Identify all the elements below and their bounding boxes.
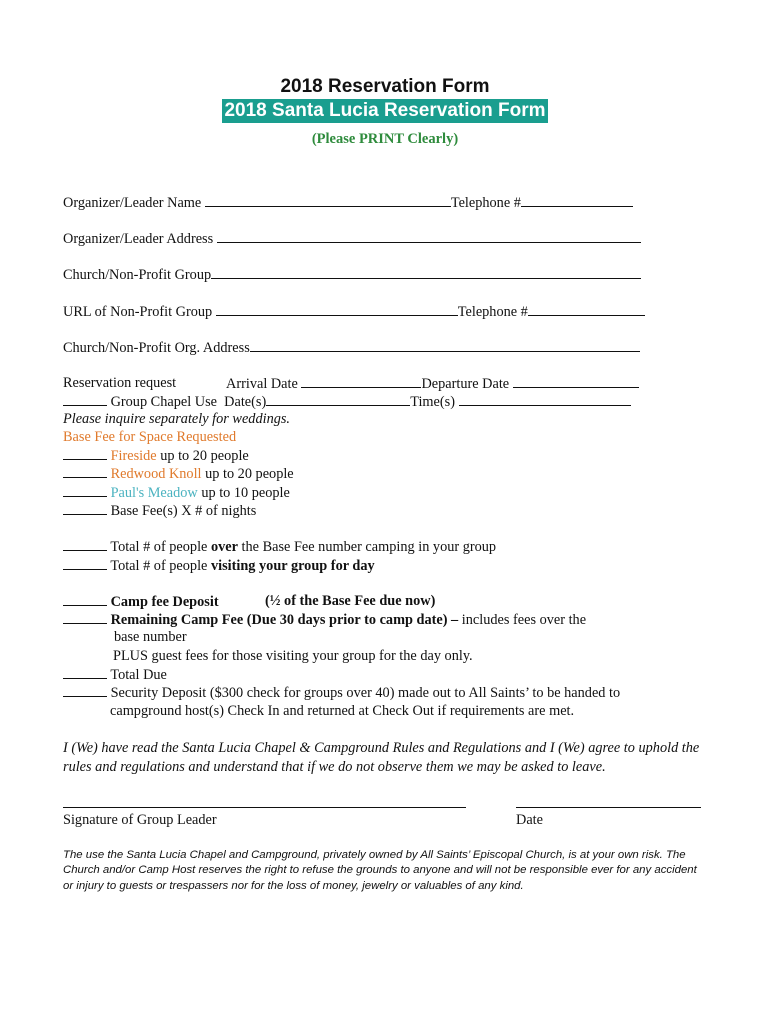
people-visiting-blank[interactable] <box>63 557 107 570</box>
fireside-blank[interactable] <box>63 447 107 460</box>
people-visiting-row <box>63 557 375 575</box>
church-group-row <box>63 266 641 284</box>
church-group-label: Church/Non-Profit Group <box>63 267 212 283</box>
redwood-blank[interactable] <box>63 465 107 478</box>
disclaimer-text: The use the Santa Lucia Chapel and Campground, privately owned by All Saints’ Episcopal Church, is at your own risk. The Church and/or Camp Host reserves the right to refuse the grounds to anyone and will not be responsible ever for any accident or injury to guests or trespassers nor for the loss of money, jewelry or valuables of any kind. <box>63 849 697 892</box>
redwood-capacity: up to 20 people <box>205 466 294 482</box>
pauls-meadow-capacity: up to 10 people <box>201 485 290 501</box>
pauls-meadow-blank[interactable] <box>63 484 107 497</box>
url-row <box>63 303 645 321</box>
people-over-row <box>63 538 496 556</box>
people-over-bold: over <box>210 539 238 555</box>
arrival-date-label: Arrival Date <box>226 376 298 392</box>
organizer-address-row <box>63 230 641 248</box>
remaining-note: (Due 30 days prior to camp date) – <box>246 612 459 628</box>
departure-date-field[interactable] <box>513 375 639 388</box>
deposit-row <box>63 593 219 611</box>
fireside-name: Fireside <box>110 448 157 464</box>
organizer-name-label: Organizer/Leader Name <box>63 195 202 211</box>
people-over-suffix: the Base Fee number camping in your group <box>241 539 497 555</box>
church-address-label: Church/Non-Profit Org. Address <box>63 340 250 356</box>
people-visiting-prefix: Total # of people <box>110 558 208 574</box>
organizer-address-label: Organizer/Leader Address <box>63 231 214 247</box>
telephone-field-2[interactable] <box>528 303 645 316</box>
date-line[interactable] <box>516 807 701 808</box>
chapel-use-blank[interactable] <box>63 393 107 406</box>
remaining-line2: base number <box>114 629 187 645</box>
base-fee-nights-row <box>63 502 256 520</box>
redwood-name: Redwood Knoll <box>110 466 202 482</box>
banner-wrap <box>0 99 770 123</box>
form-banner-title: 2018 Santa Lucia Reservation Form <box>224 100 546 121</box>
chapel-use-label: Group Chapel Use <box>110 394 217 410</box>
arrival-date-field[interactable] <box>301 375 421 388</box>
church-group-field[interactable] <box>211 266 641 279</box>
fireside-row <box>63 447 249 465</box>
pauls-meadow-row <box>63 484 290 502</box>
url-label: URL of Non-Profit Group <box>63 304 213 320</box>
reservation-request-label: Reservation request <box>63 375 177 391</box>
fireside-capacity: up to 20 people <box>160 448 249 464</box>
remaining-label: Remaining Camp Fee <box>110 612 244 628</box>
date-label: Date <box>516 812 543 828</box>
organizer-name-field[interactable] <box>205 194 451 207</box>
arrival-row <box>226 375 639 393</box>
weddings-note: Please inquire separately for weddings. <box>63 411 290 427</box>
people-visiting-bold: visiting your group for day <box>210 558 375 574</box>
church-address-field[interactable] <box>250 339 640 352</box>
base-fee-nights-blank[interactable] <box>63 502 107 515</box>
dates-field[interactable] <box>266 393 410 406</box>
telephone-field-1[interactable] <box>521 194 633 207</box>
security-deposit-line2: campground host(s) Check In and returned at Check Out if requirements are met. <box>110 703 575 719</box>
telephone-label-2: Telephone # <box>457 304 528 320</box>
pauls-meadow-name: Paul's Meadow <box>110 485 198 501</box>
chapel-use-row <box>63 393 631 411</box>
dates-label: Date(s) <box>224 394 267 410</box>
people-over-prefix: Total # of people <box>110 539 208 555</box>
people-over-blank[interactable] <box>63 538 107 551</box>
url-field[interactable] <box>216 303 458 316</box>
agreement-text: I (We) have read the Santa Lucia Chapel & Campground Rules and Regulations and I (We) agree to uphold the rules and regulations and understand that if we do not observe them we may be asked to leave. <box>63 740 700 775</box>
security-deposit-line1: Security Deposit ($300 check for groups over 40) made out to All Saints’ to be handed to <box>110 685 621 701</box>
plus-guest-fees: PLUS guest fees for those visiting your group for the day only. <box>113 648 473 664</box>
organizer-name-row <box>63 194 633 212</box>
remaining-suffix: includes fees over the <box>461 612 587 628</box>
print-instruction: (Please PRINT Clearly) <box>311 131 459 147</box>
deposit-blank[interactable] <box>63 593 107 606</box>
times-field[interactable] <box>459 393 631 406</box>
organizer-address-field[interactable] <box>217 230 641 243</box>
total-due-row <box>63 666 167 684</box>
base-fee-nights-label: Base Fee(s) X # of nights <box>110 503 257 519</box>
signature-line[interactable] <box>63 807 466 808</box>
deposit-label: Camp fee Deposit <box>110 594 219 610</box>
total-due-label: Total Due <box>110 667 167 683</box>
remaining-row <box>63 611 586 629</box>
departure-date-label: Departure Date <box>421 376 510 392</box>
base-fee-heading: Base Fee for Space Requested <box>63 429 237 445</box>
total-due-blank[interactable] <box>63 666 107 679</box>
telephone-label-1: Telephone # <box>450 195 521 211</box>
church-address-row <box>63 339 640 357</box>
times-label: Time(s) <box>410 394 455 410</box>
signature-label: Signature of Group Leader <box>63 812 217 828</box>
form-title: 2018 Reservation Form <box>280 76 490 97</box>
remaining-blank[interactable] <box>63 611 107 624</box>
deposit-note: (½ of the Base Fee due now) <box>265 593 436 609</box>
security-deposit-blank[interactable] <box>63 684 107 697</box>
security-deposit-row <box>63 684 620 702</box>
redwood-row <box>63 465 294 483</box>
